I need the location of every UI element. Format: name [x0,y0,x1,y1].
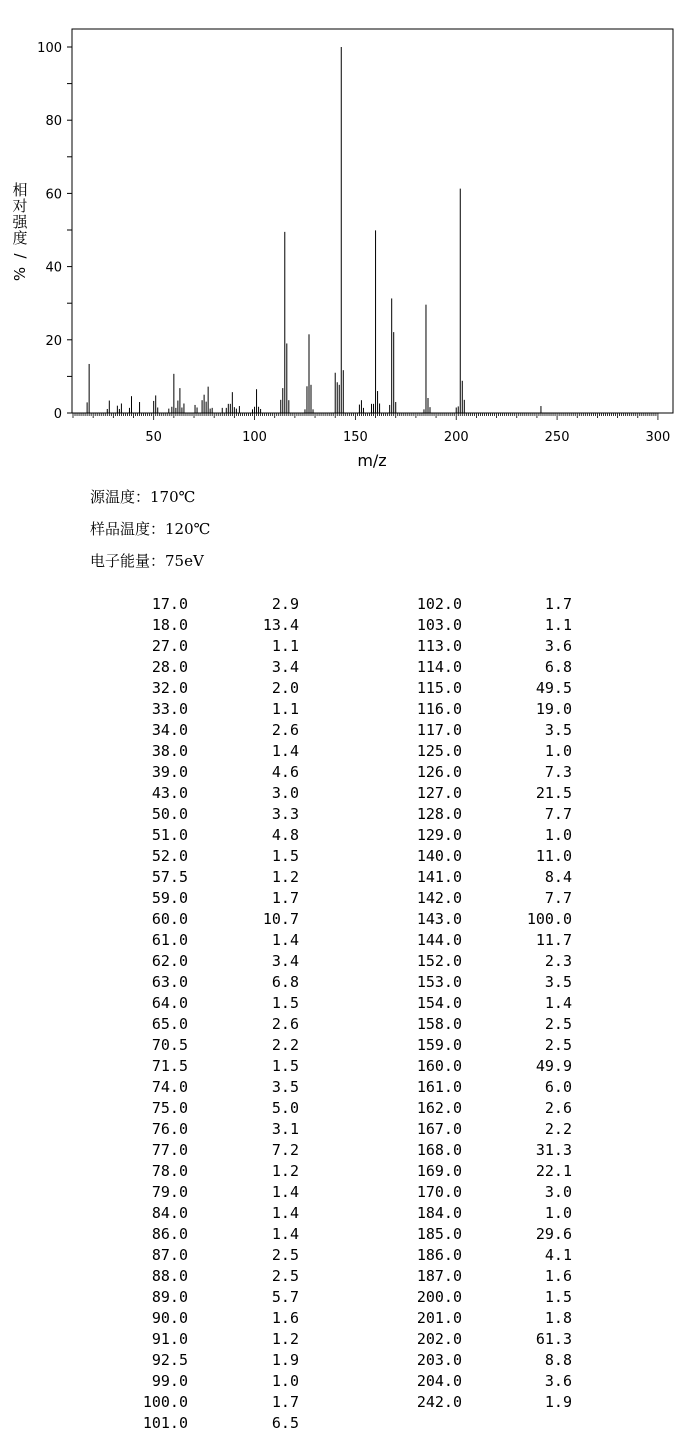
mz-value: 76.0 [151,1120,188,1138]
mz-value: 201.0 [416,1309,462,1327]
x-axis [73,413,670,445]
mz-value: 78.0 [151,1162,188,1180]
intensity-value: 1.4 [271,1183,299,1201]
x-tick-label: 100 [242,430,267,445]
mz-value: 154.0 [416,994,462,1012]
intensity-value: 1.4 [271,931,299,949]
intensity-value: 31.3 [535,1141,572,1159]
mz-value: 203.0 [416,1351,462,1369]
mz-value: 153.0 [416,973,462,991]
table-row [0,1119,696,1140]
y-axis [37,41,72,422]
intensity-value: 29.6 [535,1225,572,1243]
table-row [0,1056,696,1077]
mz-value: 129.0 [416,826,462,844]
intensity-value: 61.3 [535,1330,572,1348]
table-row [0,615,696,636]
mz-value: 71.5 [151,1057,188,1075]
x-tick-label: 50 [145,430,162,445]
mz-value: 100.0 [142,1393,188,1411]
table-row [0,888,696,909]
table-row [0,993,696,1014]
mz-value: 63.0 [151,973,188,991]
y-axis-title-slash: / [11,253,29,259]
mz-value: 70.5 [151,1036,188,1054]
x-tick-label: 300 [645,430,671,445]
table-row [0,594,696,615]
mz-value: 204.0 [416,1372,462,1390]
mz-value: 84.0 [151,1204,188,1222]
mz-value: 50.0 [151,805,188,823]
table-row [0,804,696,825]
y-tick-label: 60 [45,187,62,203]
table-row [0,930,696,951]
intensity-value: 6.5 [271,1414,299,1432]
intensity-value: 5.7 [271,1288,299,1306]
mz-value: 115.0 [416,679,462,697]
mz-value: 99.0 [151,1372,188,1390]
intensity-value: 1.6 [271,1309,299,1327]
intensity-value: 8.4 [544,868,572,886]
y-axis-title-char: 强 [12,213,28,231]
peak-bars [87,47,541,413]
mz-value: 143.0 [416,910,462,928]
table-row [0,1266,696,1287]
mz-value: 158.0 [416,1015,462,1033]
intensity-value: 3.5 [544,973,572,991]
mz-value: 126.0 [416,763,462,781]
mz-value: 51.0 [151,826,188,844]
intensity-value: 1.5 [271,1057,299,1075]
intensity-value: 6.8 [271,973,299,991]
intensity-value: 3.6 [544,1372,572,1390]
intensity-value: 1.1 [271,637,299,655]
mz-value: 128.0 [416,805,462,823]
mz-value: 169.0 [416,1162,462,1180]
y-tick-label: 80 [45,114,62,130]
intensity-value: 2.2 [271,1036,299,1054]
intensity-value: 1.4 [271,1204,299,1222]
mz-value: 160.0 [416,1057,462,1075]
table-row [0,783,696,804]
x-tick-label: 250 [544,430,570,445]
mz-value: 52.0 [151,847,188,865]
mz-value: 18.0 [151,616,188,634]
table-row [0,1392,696,1413]
intensity-value: 2.6 [271,721,299,739]
mz-value: 60.0 [151,910,188,928]
intensity-value: 1.1 [271,700,299,718]
intensity-value: 3.4 [271,952,299,970]
x-tick-label: 150 [342,430,368,445]
mz-value: 142.0 [416,889,462,907]
mz-value: 127.0 [416,784,462,802]
plot-frame [72,29,673,413]
mz-value: 103.0 [416,616,462,634]
intensity-value: 8.8 [544,1351,572,1369]
table-row [0,846,696,867]
intensity-value: 22.1 [535,1162,572,1180]
mz-value: 62.0 [151,952,188,970]
mz-value: 92.5 [151,1351,188,1369]
mz-value: 59.0 [151,889,188,907]
mz-value: 162.0 [416,1099,462,1117]
intensity-value: 49.9 [535,1057,572,1075]
mz-value: 202.0 [416,1330,462,1348]
intensity-value: 2.2 [544,1120,572,1138]
intensity-value: 6.8 [544,658,572,676]
intensity-value: 2.6 [271,1015,299,1033]
intensity-value: 19.0 [535,700,572,718]
intensity-value: 10.7 [262,910,299,928]
table-row [0,720,696,741]
intensity-value: 3.5 [544,721,572,739]
intensity-value: 5.0 [271,1099,299,1117]
mz-value: 17.0 [151,595,188,613]
table-row [0,867,696,888]
mz-value: 43.0 [151,784,188,802]
mz-value: 39.0 [151,763,188,781]
intensity-value: 1.1 [544,616,572,634]
intensity-value: 7.7 [544,805,572,823]
intensity-value: 13.4 [262,616,299,634]
y-tick-label: 40 [45,260,62,276]
intensity-value: 4.1 [544,1246,572,1264]
table-row [0,909,696,930]
mz-value: 200.0 [416,1288,462,1306]
y-axis-title-char: 对 [12,197,28,215]
y-axis-title [8,182,32,282]
table-row [0,699,696,720]
intensity-value: 7.3 [544,763,572,781]
intensity-value: 1.4 [544,994,572,1012]
mz-value: 125.0 [416,742,462,760]
y-axis-title-char: 相 [12,181,28,199]
mz-value: 117.0 [416,721,462,739]
table-row [0,1182,696,1203]
mz-value: 89.0 [151,1288,188,1306]
intensity-value: 1.4 [271,1225,299,1243]
intensity-value: 2.5 [544,1036,572,1054]
mz-value: 170.0 [416,1183,462,1201]
electron-energy: 电子能量：75eV [90,552,204,570]
mz-value: 167.0 [416,1120,462,1138]
mass-spectrum-chart [0,0,696,480]
intensity-value: 1.2 [271,1162,299,1180]
y-tick-label: 20 [45,333,62,349]
table-row [0,762,696,783]
mz-value: 102.0 [416,595,462,613]
table-row [0,1329,696,1350]
intensity-value: 3.0 [271,784,299,802]
mz-value: 87.0 [151,1246,188,1264]
table-row [0,1287,696,1308]
y-tick-label: 0 [53,407,62,422]
mz-value: 27.0 [151,637,188,655]
intensity-value: 1.0 [544,1204,572,1222]
intensity-value: 1.5 [271,847,299,865]
mz-value: 75.0 [151,1099,188,1117]
table-row [0,1161,696,1182]
x-axis-title: m/z [357,451,387,470]
y-axis-title-char: 度 [12,229,28,247]
mz-value: 38.0 [151,742,188,760]
mz-value: 187.0 [416,1267,462,1285]
mz-value: 34.0 [151,721,188,739]
mz-value: 33.0 [151,700,188,718]
intensity-value: 1.5 [544,1288,572,1306]
intensity-value: 1.9 [544,1393,572,1411]
intensity-value: 1.7 [544,595,572,613]
x-tick-label: 200 [443,430,469,445]
intensity-value: 4.8 [271,826,299,844]
intensity-value: 1.0 [544,826,572,844]
mz-value: 185.0 [416,1225,462,1243]
intensity-value: 1.7 [271,1393,299,1411]
table-row [0,678,696,699]
intensity-value: 1.9 [271,1351,299,1369]
table-row [0,1035,696,1056]
mz-value: 152.0 [416,952,462,970]
intensity-value: 3.3 [271,805,299,823]
intensity-value: 2.5 [271,1267,299,1285]
mz-value: 184.0 [416,1204,462,1222]
mz-value: 74.0 [151,1078,188,1096]
mz-value: 77.0 [151,1141,188,1159]
mz-value: 65.0 [151,1015,188,1033]
mz-value: 141.0 [416,868,462,886]
mz-value: 64.0 [151,994,188,1012]
table-row [0,657,696,678]
mz-value: 161.0 [416,1078,462,1096]
table-row [0,1224,696,1245]
table-row [0,1098,696,1119]
y-axis-title-pct: % [11,266,29,282]
table-row [0,1350,696,1371]
mz-value: 86.0 [151,1225,188,1243]
mz-value: 28.0 [151,658,188,676]
intensity-value: 1.8 [544,1309,572,1327]
intensity-value: 3.5 [271,1078,299,1096]
intensity-value: 1.4 [271,742,299,760]
table-row [0,1371,696,1392]
intensity-value: 1.6 [544,1267,572,1285]
intensity-value: 3.4 [271,658,299,676]
table-row [0,1077,696,1098]
intensity-value: 1.0 [544,742,572,760]
intensity-value: 3.1 [271,1120,299,1138]
intensity-value: 1.0 [271,1372,299,1390]
intensity-value: 7.2 [271,1141,299,1159]
source-temperature: 源温度：170℃ [90,488,196,506]
intensity-value: 3.6 [544,637,572,655]
table-row [0,741,696,762]
mz-value: 88.0 [151,1267,188,1285]
intensity-value: 2.6 [544,1099,572,1117]
mz-value: 32.0 [151,679,188,697]
table-row [0,1140,696,1161]
mz-value: 79.0 [151,1183,188,1201]
table-row [0,1203,696,1224]
mz-value: 91.0 [151,1330,188,1348]
mz-value: 114.0 [416,658,462,676]
intensity-value: 4.6 [271,763,299,781]
intensity-value: 1.7 [271,889,299,907]
intensity-value: 3.0 [544,1183,572,1201]
intensity-value: 2.5 [271,1246,299,1264]
intensity-value: 49.5 [535,679,572,697]
intensity-value: 2.3 [544,952,572,970]
mz-value: 101.0 [142,1414,188,1432]
intensity-value: 2.9 [271,595,299,613]
intensity-value: 1.2 [271,1330,299,1348]
intensity-value: 2.0 [271,679,299,697]
y-tick-label: 100 [37,41,62,56]
mz-value: 61.0 [151,931,188,949]
table-row [0,636,696,657]
table-row [0,951,696,972]
intensity-value: 1.5 [271,994,299,1012]
sample-temperature: 样品温度：120℃ [90,520,211,538]
table-row [0,825,696,846]
mz-value: 57.5 [151,868,188,886]
mz-value: 113.0 [416,637,462,655]
mz-value: 140.0 [416,847,462,865]
intensity-value: 11.0 [535,847,572,865]
intensity-value: 6.0 [544,1078,572,1096]
intensity-value: 2.5 [544,1015,572,1033]
mz-value: 159.0 [416,1036,462,1054]
table-row [0,1308,696,1329]
table-row [0,1245,696,1266]
intensity-value: 100.0 [526,910,572,928]
mz-value: 90.0 [151,1309,188,1327]
mz-value: 116.0 [416,700,462,718]
intensity-value: 21.5 [535,784,572,802]
table-row [0,1014,696,1035]
mz-value: 144.0 [416,931,462,949]
table-row [0,1413,696,1434]
intensity-value: 1.2 [271,868,299,886]
mz-value: 186.0 [416,1246,462,1264]
table-row [0,972,696,993]
intensity-value: 7.7 [544,889,572,907]
mz-value: 242.0 [416,1393,462,1411]
mz-value: 168.0 [416,1141,462,1159]
intensity-value: 11.7 [535,931,572,949]
